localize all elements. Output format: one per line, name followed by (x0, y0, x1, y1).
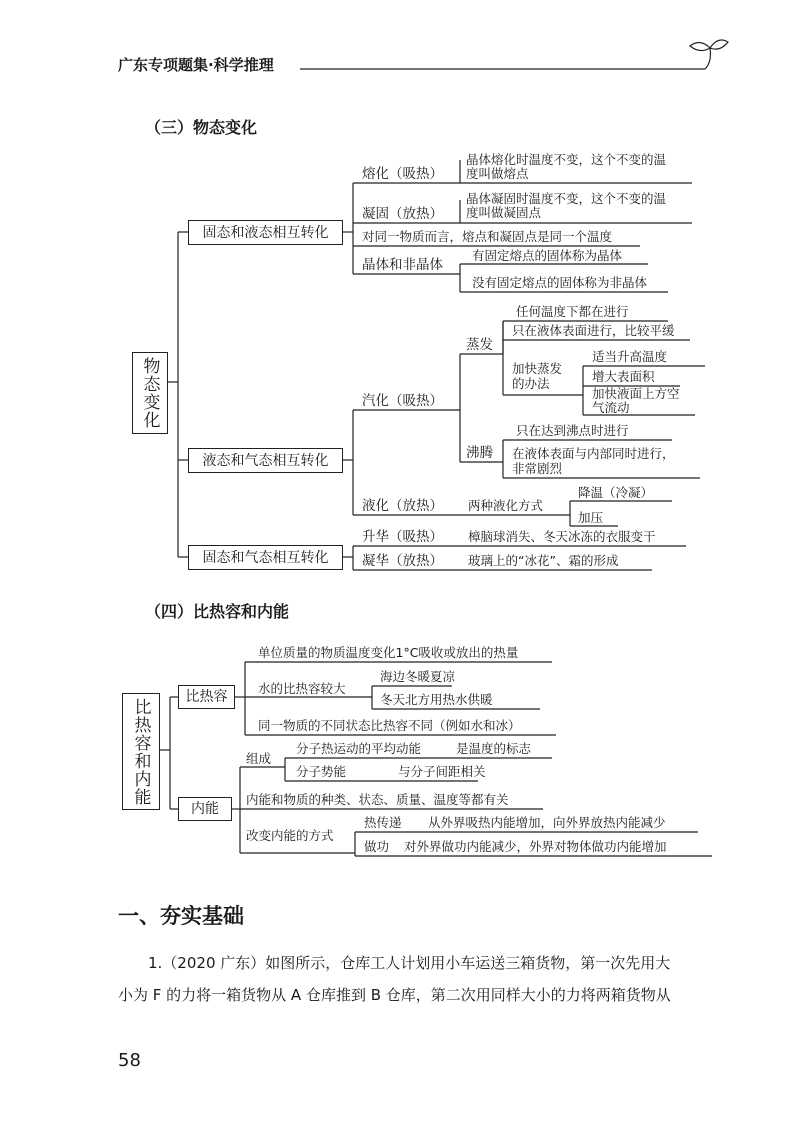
heat-capacity-definition: 单位质量的物质温度变化1°C吸收或放出的热量 (258, 645, 519, 660)
sprout-icon (690, 40, 728, 69)
running-header: 广东专项题集·科学推理 (118, 56, 274, 74)
boiling-label: 沸腾 (466, 445, 493, 461)
heat-transfer-label: 热传递 (364, 815, 402, 830)
branch-heat-capacity: 比热容 (178, 685, 235, 709)
work-label: 做功 (364, 839, 390, 854)
sublimation-example: 樟脑球消失、冬天冰冻的衣服变干 (468, 529, 656, 544)
speedup-label: 加快蒸发 (512, 361, 563, 376)
heat-transfer-desc: 从外界吸热内能增加，向外界放热内能减少 (428, 815, 666, 830)
vaporize-label: 汽化（吸热） (362, 393, 443, 409)
freezing-desc: 晶体凝固时温度不变，这个不变的温 (466, 191, 667, 206)
section-title: （三）物态变化 (145, 118, 258, 137)
deposition-example: 玻璃上的“冰花”、霜的形成 (468, 553, 619, 568)
increase-area: 增大表面积 (592, 369, 655, 384)
cooling: 降温（冷凝） (578, 485, 654, 500)
deposition-label: 凝华（放热） (362, 553, 443, 569)
branch-liquid-gas: 液态和气态相互转化 (188, 448, 343, 473)
melting-desc-cont: 度叫做熔点 (466, 166, 529, 181)
practice-heading: 一、夯实基础 (118, 904, 244, 928)
crystal-label: 晶体和非晶体 (362, 257, 443, 273)
evaporation-label: 蒸发 (466, 337, 493, 353)
question-1-line-2: 小为 F 的力将一箱货物从 A 仓库推到 B 仓库，第二次用同样大小的力将两箱货物从 (118, 986, 671, 1004)
change-ways-label: 改变内能的方式 (246, 828, 334, 843)
raise-temp: 适当升高温度 (592, 349, 668, 364)
air-flow-cont: 气流动 (592, 400, 630, 415)
north-heating: 冬天北方用热水供暖 (380, 692, 493, 707)
crystal-def: 有固定熔点的固体称为晶体 (472, 248, 623, 263)
freezing-desc-cont: 度叫做凝固点 (466, 205, 542, 220)
melting-desc: 晶体熔化时温度不变，这个不变的温 (466, 152, 667, 167)
noncrystal-def: 没有固定熔点的固体称为非晶体 (472, 275, 648, 290)
work-desc: 对外界做功内能减少，外界对物体做功内能增加 (404, 839, 667, 854)
evap-surface: 只在液体表面进行，比较平缓 (512, 323, 675, 338)
liquefy-label: 液化（放热） (362, 498, 443, 514)
sublimation-label: 升华（吸热） (362, 529, 443, 545)
state-difference: 同一物质的不同状态比热容不同（例如水和冰） (258, 718, 521, 733)
question-1-line-1: 1.（2020 广东）如图所示，仓库工人计划用小车运送三箱货物，第一次先用大 (148, 954, 671, 972)
internal-energy-factors: 内能和物质的种类、状态、质量、温度等都有关 (246, 792, 509, 807)
boil-both-cont: 非常剧烈 (512, 461, 563, 476)
boil-both: 在液体表面与内部同时进行， (512, 446, 675, 461)
branch-solid-liquid: 固态和液态相互转化 (188, 220, 343, 245)
mindmap-root: 物态变化 (132, 352, 168, 434)
kinetic-energy: 分子热运动的平均动能 (296, 741, 422, 756)
branch-solid-gas: 固态和气态相互转化 (188, 545, 343, 570)
evap-any-temp: 任何温度下都在进行 (516, 304, 629, 319)
freezing-label: 凝固（放热） (362, 206, 443, 222)
composition-label: 组成 (246, 751, 272, 766)
speedup-label-cont: 的办法 (512, 376, 550, 391)
pressurize: 加压 (578, 510, 604, 525)
kinetic-note: 是温度的标志 (456, 741, 532, 756)
melting-label: 熔化（吸热） (362, 166, 443, 182)
potential-note: 与分子间距相关 (398, 764, 486, 779)
potential-energy: 分子势能 (296, 764, 347, 779)
branch-internal-energy: 内能 (178, 797, 232, 821)
same-point-note: 对同一物质而言，熔点和凝固点是同一个温度 (362, 229, 613, 244)
page-number: 58 (118, 1050, 141, 1071)
coast-climate: 海边冬暖夏凉 (380, 669, 456, 684)
two-ways: 两种液化方式 (468, 498, 544, 513)
boil-at-point: 只在达到沸点时进行 (516, 423, 629, 438)
section-title: （四）比热容和内能 (145, 602, 290, 621)
mindmap-root: 比热容和内能 (122, 693, 160, 810)
water-big-capacity: 水的比热容较大 (258, 681, 346, 696)
air-flow: 加快液面上方空 (592, 386, 680, 401)
